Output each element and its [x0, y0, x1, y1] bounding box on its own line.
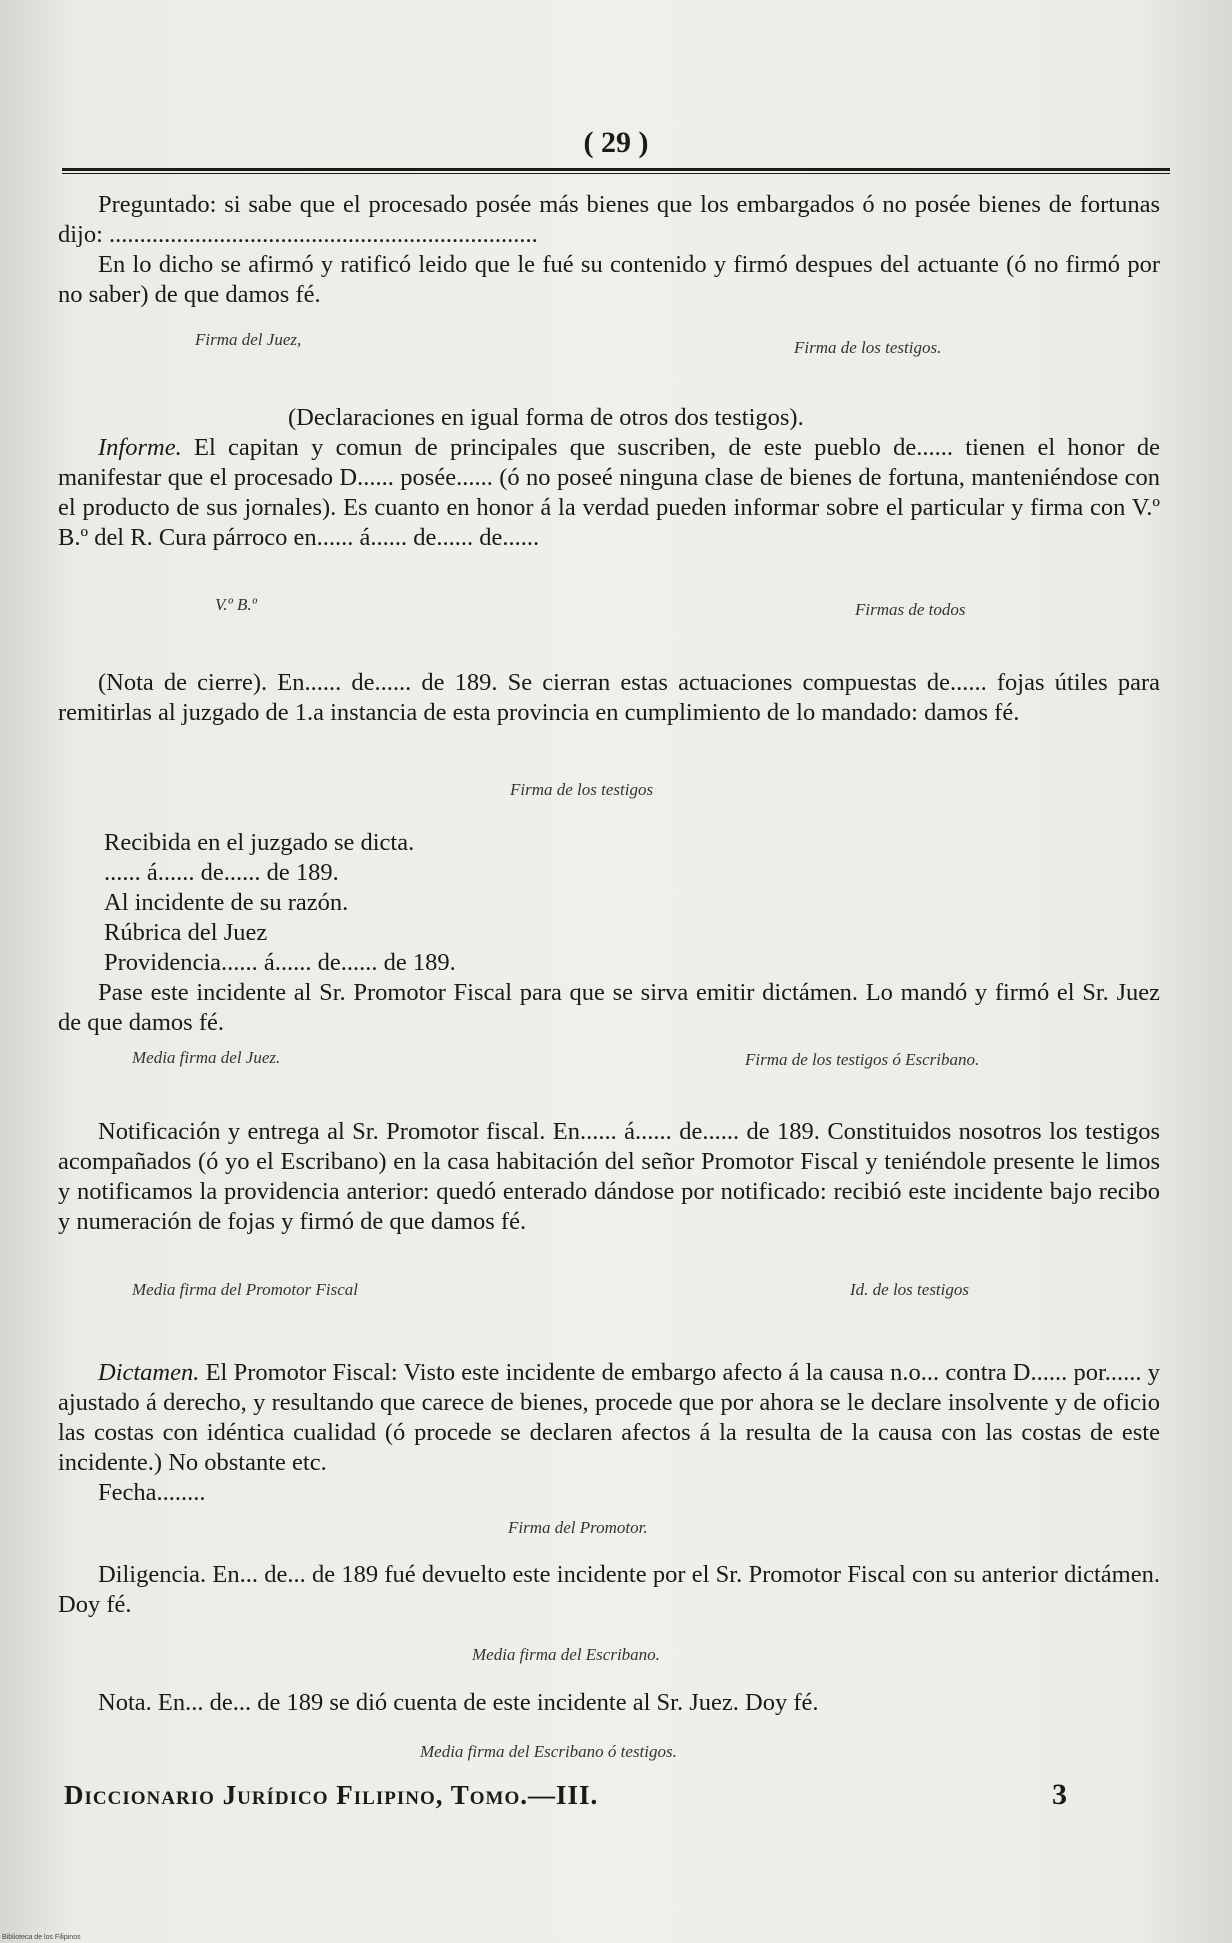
header-rule-thin [62, 173, 1170, 174]
signature-todos: Firmas de todos [855, 600, 966, 619]
paragraph-dictamen: Dictamen. El Promotor Fiscal: Visto este incidente de embargo afecto á la causa n.o... contra D...... por...... y ajustado á derecho, y resultando que carece de bienes, procede que por ahora se le declare insolvente y de oficio las costas con idéntica cualidad (ó procede se declaren afectos á la resulta de la causa con las costas de este incidente.) No obstante etc. Fecha........ [58, 1359, 1160, 1506]
paragraph-nota-cierre: (Nota de cierre). En...... de...... de 189. Se cierran estas actuaciones compuestas de...... fojas útiles para remitirlas al juzgado de 1.a instancia de esta provincia en cumplimiento de lo mandado: damos fé. [58, 669, 1160, 726]
signature-testigos-2: Firma de los testigos [510, 780, 654, 799]
signature-testigos: Firma de los testigos. [794, 338, 942, 357]
signature-media-promotor: Media firma del Promotor Fiscal [132, 1280, 359, 1299]
paragraph-recibida: Recibida en el juzgado se dicta. ...... á...... de...... de 189. Al incidente de su razón. Rúbrica del Juez Providencia...... á...... de...... de 189. Pase este incidente al Sr. Promotor Fiscal para que se sirva emitir dictámen. Lo mandó y firmó el Sr. Juez de que damos fé. [58, 829, 1160, 1036]
signature-juez: Firma del Juez, [195, 330, 302, 349]
paragraph-notificacion: Notificación y entrega al Sr. Promotor fiscal. En...... á...... de...... de 189. Constituidos nosotros los testigos acompañados (ó yo el Escribano) en la casa habitación del señor Promotor Fiscal y teniéndole presente le limos y notificamos la providencia anterior: quedó enterado dándose por notificado: recibió este incidente bajo recibo y numeración de fojas y firmó de que damos fé. [58, 1118, 1160, 1235]
paragraph-nota: Nota. En... de... de 189 se dió cuenta de este incidente al Sr. Juez. Doy fé. [98, 1689, 819, 1716]
header-rule [62, 168, 1170, 171]
paragraph-diligencia: Diligencia. En... de... de 189 fué devuelto este incidente por el Sr. Promotor Fiscal con su anterior dictámen. Doy fé. [58, 1561, 1160, 1618]
signature-escribano: Media firma del Escribano. [472, 1645, 660, 1664]
paragraph-declaraciones: (Declaraciones en igual forma de otros dos testigos). Informe. El capitan y comun de principales que suscriben, de este pueblo de...... tienen el honor de manifestar que el procesado D...... posée...... (ó no poseé ninguna clase de bienes de fortuna, manteniéndose con el producto de sus jornales). Es cuanto en honor á la verdad pueden informar sobre el particular y firma con V.º B.º del R. Cura párroco en...... á...... de...... de...... [58, 404, 1160, 551]
page-number: ( 29 ) [583, 126, 649, 159]
informe-label: Informe. [98, 434, 182, 461]
informe-text: El capitan y comun de principales que suscriben, de este pueblo de...... tienen el honor de manifestar que el procesado D...... posée...... (ó no poseé ninguna clase de bienes de fortuna, manteniéndose con el producto de sus jornales). Es cuanto en honor á la verdad pueden informar sobre el particular y firma con V.º B.º del R. Cura párroco en...... á...... de...... de...... [58, 434, 1160, 551]
signature-mark: 3 [1052, 1778, 1067, 1811]
footer-title: Diccionario Jurídico Filipino, Tomo.—III. [64, 1780, 599, 1810]
signature-escribano-testigos: Media firma del Escribano ó testigos. [420, 1742, 677, 1761]
signature-media-juez: Media firma del Juez. [132, 1048, 281, 1067]
paragraph-preguntado: Preguntado: si sabe que el procesado posée más bienes que los embargados ó no posée bienes de fortunas dijo: ...................................................................... En lo dicho se afirmó y ratificó leido que le fué su contenido y firmó despues del actuante (ó no firmó por no saber) de que damos fé. [58, 191, 1160, 308]
signature-vb: V.º B.º [215, 595, 257, 614]
dictamen-text: El Promotor Fiscal: Visto este incidente de embargo afecto á la causa n.o... contra D...... por...... y ajustado á derecho, y resultando que carece de bienes, procede que por ahora se le declare insolvente y de oficio las costas con idéntica cualidad (ó procede se declaren afectos á la resulta de la causa con las costas de este incidente.) No obstante etc. [58, 1359, 1160, 1476]
library-credit: Biblioteca de los Filipinos [2, 1934, 81, 1941]
dictamen-label: Dictamen. [98, 1359, 200, 1386]
signature-promotor: Firma del Promotor. [508, 1518, 648, 1537]
signature-id-testigos: Id. de los testigos [850, 1280, 969, 1299]
signature-testigos-escribano: Firma de los testigos ó Escribano. [745, 1050, 980, 1069]
